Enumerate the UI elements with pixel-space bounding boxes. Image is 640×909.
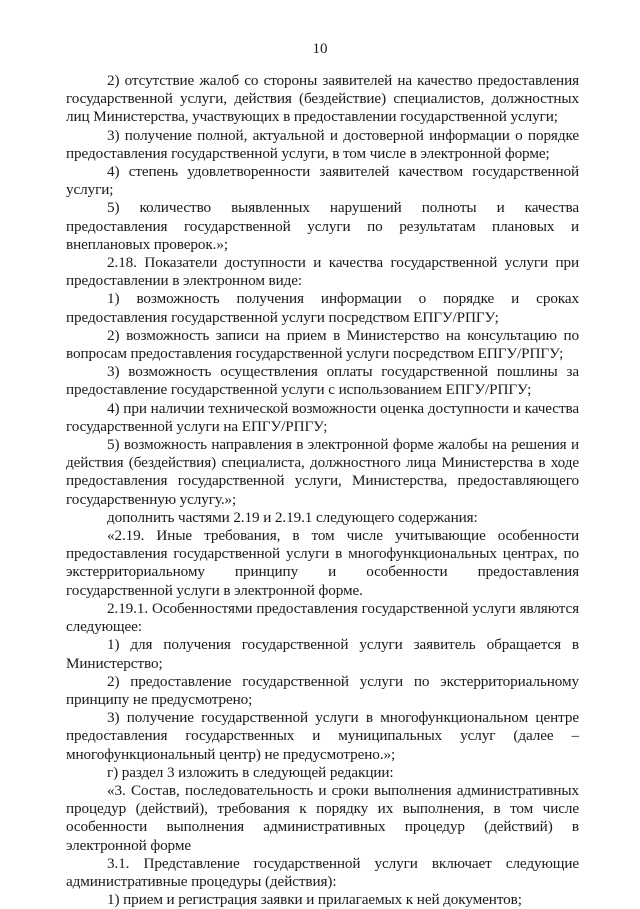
paragraph: 3) получение полной, актуальной и достоверной информации о порядке предоставления государственной услуги, в том числе в электронной форме;	[66, 126, 579, 162]
paragraph: 5) количество выявленных нарушений полноты и качества предоставления государственной услуги по результатам плановых и внеплановых проверок.»;	[66, 199, 579, 253]
paragraph: 1) прием и регистрация заявки и прилагаемых к ней документов;	[107, 891, 522, 909]
paragraph: 1) возможность получения информации о порядке и сроках предоставления государственной услуги посредством ЕПГУ/РПГУ;	[66, 290, 579, 326]
paragraph: 3) получение государственной услуги в многофункциональном центре предоставления государственных и муниципальных услуг (далее – многофункциональный центр) не предусмотрено.»;	[66, 709, 579, 763]
paragraph: 2.19.1. Особенностями предоставления государственной услуги являются следующее:	[66, 599, 579, 636]
paragraph: 3.1. Представление государственной услуги включает следующие административные процедуры (действия):	[66, 854, 579, 890]
paragraph: «2.19. Иные требования, в том числе учитывающие особенности предоставления государственной услуги в многофункциональных центрах, по экстерриториальному принципу и особенности предоставления государственной услуги в электронной форме.	[66, 527, 579, 599]
paragraph: 2) отсутствие жалоб со стороны заявителей на качество предоставления государственной услуги, действия (бездействие) специалистов, должностных лиц Министерства, участвующих в предоставлении государственной услуги;	[66, 72, 579, 126]
paragraph: 5) возможность направления в электронной форме жалобы на решения и действия (бездействия) специалиста, должностного лица Министерства в ходе предоставления государственной услуги, Министерства, предоставляющего государственную услугу.»;	[66, 436, 579, 508]
paragraph: 1) для получения государственной услуги заявитель обращается в Министерство;	[66, 636, 579, 672]
paragraph: г) раздел 3 изложить в следующей редакции:	[107, 763, 394, 781]
paragraph: «3. Состав, последовательность и сроки выполнения административных процедур (действий), требования к порядку их выполнения, в том числе особенности выполнения административных процедур (действий) в электронной форме	[66, 781, 579, 854]
paragraph: 3) возможность осуществления оплаты государственной пошлины за предоставление государственной услуги с использованием ЕПГУ/РПГУ;	[66, 363, 579, 399]
document-body	[66, 72, 579, 909]
paragraph: 2) возможность записи на прием в Министерство на консультацию по вопросам предоставления государственной услуги посредством ЕПГУ/РПГУ;	[66, 326, 579, 363]
page-number: 10	[312, 41, 328, 57]
paragraph: дополнить частями 2.19 и 2.19.1 следующего содержания:	[107, 508, 478, 526]
paragraph: 4) при наличии технической возможности оценка доступности и качества государственной услуги на ЕПГУ/РПГУ;	[66, 399, 579, 435]
paragraph: 4) степень удовлетворенности заявителей качеством государственной услуги;	[66, 163, 579, 199]
paragraph: 2.18. Показатели доступности и качества государственной услуги при предоставлении в электронном виде:	[66, 254, 579, 290]
paragraph: 2) предоставление государственной услуги по экстерриториальному принципу не предусмотрено;	[66, 672, 579, 708]
